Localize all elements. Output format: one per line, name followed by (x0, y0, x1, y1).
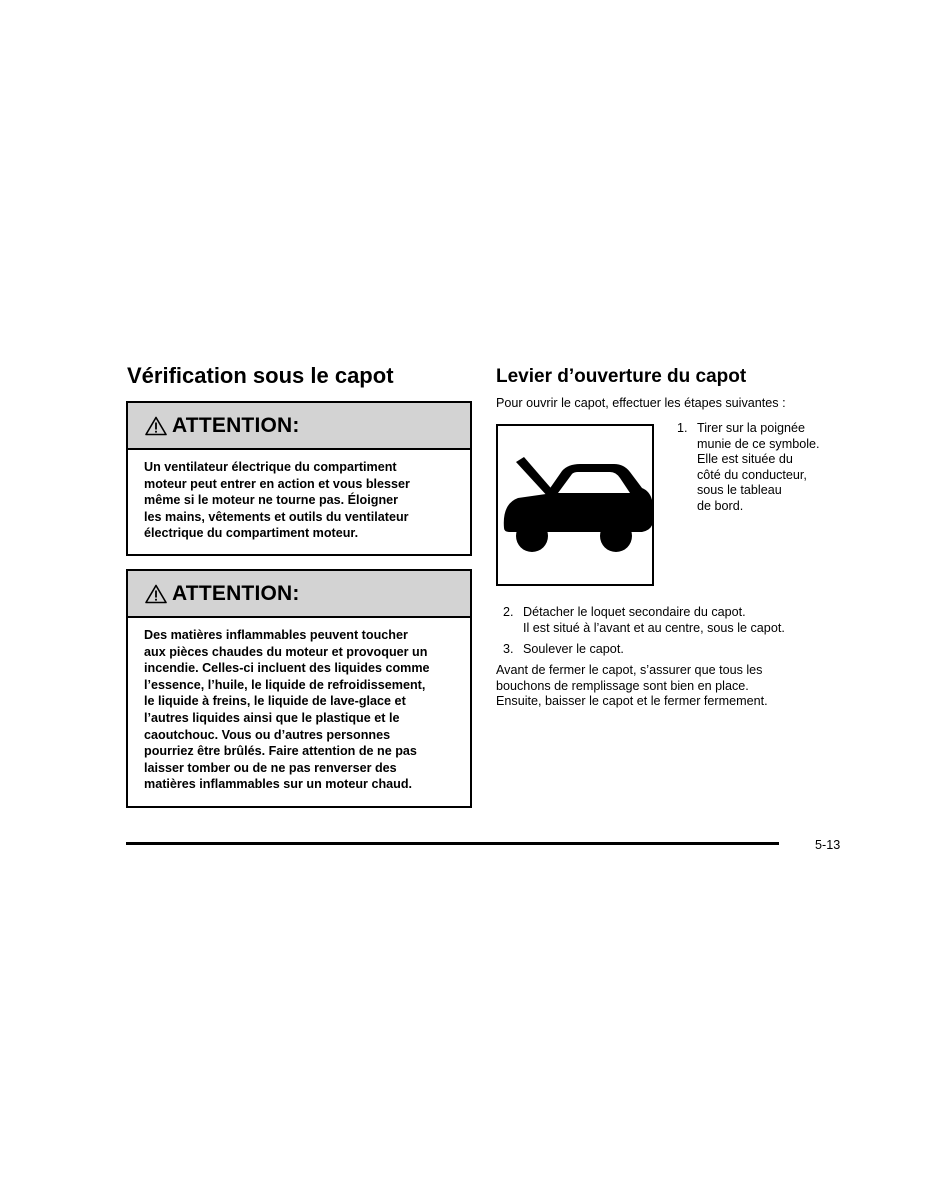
step-line: munie de ce symbole. (697, 436, 820, 451)
attention-header (128, 403, 470, 450)
hood-release-figure (496, 424, 654, 586)
page-number: 5-13 (815, 838, 841, 852)
closing-line: bouchons de remplissage sont bien en place. (496, 678, 749, 693)
section-title-underhood-check: Vérification sous le capot (127, 363, 394, 388)
attention-line: caoutchouc. Vous ou d’autres personnes (144, 727, 391, 742)
step-text (523, 604, 843, 636)
attention-line: électrique du compartiment moteur. (144, 526, 359, 541)
attention-line: moteur peut entrer en action et vous blesser (144, 476, 410, 491)
attention-box-flammables (126, 569, 472, 808)
step-number: 1. (677, 421, 688, 435)
intro-text: Pour ouvrir le capot, effectuer les étapes suivantes : (496, 396, 786, 410)
attention-line: matières inflammables sur un moteur chaud. (144, 777, 413, 792)
step-number: 2. (503, 605, 514, 619)
step-line: de bord. (697, 498, 744, 513)
step-line: Il est situé à l’avant et au centre, sous le capot. (523, 621, 785, 635)
step-line: Soulever le capot. (523, 642, 624, 656)
warning-triangle-icon (145, 584, 167, 604)
closing-line: Avant de fermer le capot, s’assurer que tous les (496, 663, 763, 677)
step-line: sous le tableau (697, 483, 782, 497)
step-text (523, 641, 843, 657)
attention-header (128, 571, 470, 618)
attention-text (128, 450, 470, 542)
attention-heading: ATTENTION: (172, 581, 300, 605)
attention-line: même si le moteur ne tourne pas. Éloigner (144, 493, 399, 508)
closing-line: Ensuite, baisser le capot et le fermer fermement. (496, 694, 768, 709)
attention-line: aux pièces chaudes du moteur et provoquer un (144, 644, 428, 659)
attention-line: pourriez être brûlés. Faire attention de ne pas (144, 744, 417, 759)
step-line: Tirer sur la poignée (697, 421, 806, 435)
footer-rule (126, 842, 779, 845)
attention-line: l’essence, l’huile, le liquide de refroidissement, (144, 677, 426, 692)
step-number: 3. (503, 642, 514, 656)
attention-line: les mains, vêtements et outils du ventilateur (144, 509, 409, 524)
attention-line: l’autres liquides ainsi que le plastique et le (144, 710, 400, 725)
step-line: côté du conducteur, (697, 467, 807, 482)
step-line: Détacher le loquet secondaire du capot. (523, 605, 746, 619)
attention-box-fan (126, 401, 472, 556)
attention-heading: ATTENTION: (172, 413, 300, 437)
attention-line: Un ventilateur électrique du compartiment (144, 460, 397, 474)
attention-line: Des matières inflammables peuvent toucher (144, 628, 408, 642)
attention-line: laisser tomber ou de ne pas renverser des (144, 760, 397, 775)
warning-triangle-icon (145, 416, 167, 436)
attention-line: incendie. Celles-ci incluent des liquides comme (144, 661, 430, 676)
car-hood-open-icon (498, 426, 652, 584)
attention-line: le liquide à freins, le liquide de lave-glace et (144, 694, 406, 709)
section-title-hood-release: Levier d’ouverture du capot (496, 366, 747, 387)
closing-paragraph (496, 663, 816, 710)
step-text (697, 421, 842, 514)
step-line: Elle est située du (697, 452, 793, 466)
attention-text (128, 618, 470, 793)
